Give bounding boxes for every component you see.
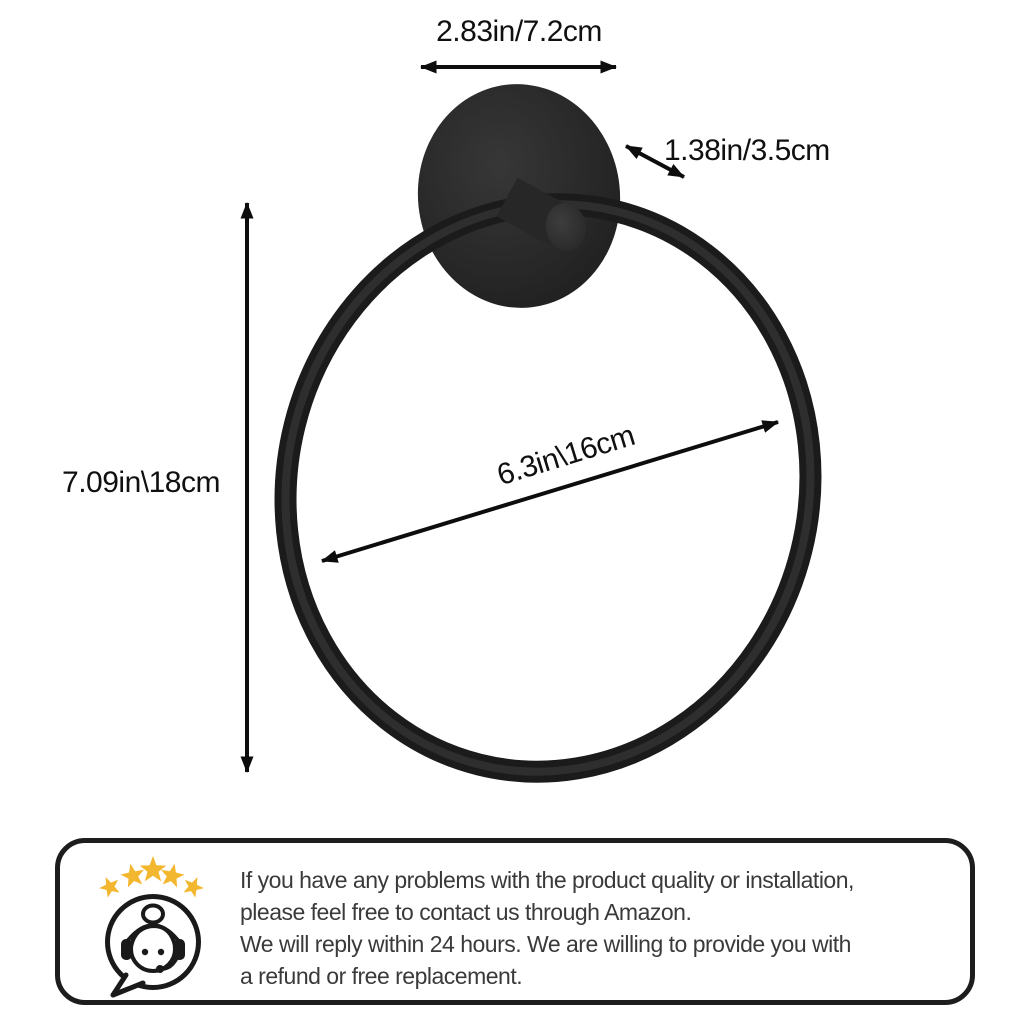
support-text-line: please feel free to contact us through Amazon. bbox=[240, 899, 692, 925]
star-icon bbox=[96, 873, 123, 899]
dimension-label-plate-width: 2.83in/7.2cm bbox=[436, 15, 602, 48]
support-text-line: We will reply within 24 hours. We are willing to provide you with bbox=[240, 931, 851, 957]
star-icon bbox=[140, 856, 167, 881]
star-icon bbox=[180, 873, 207, 899]
star-icon bbox=[119, 861, 147, 888]
support-text-line: If you have any problems with the product quality or installation, bbox=[240, 867, 854, 893]
support-note-box bbox=[55, 838, 975, 1005]
star-icon bbox=[158, 861, 186, 888]
dimension-label-ring-diameter: 6.3in\16cm bbox=[493, 419, 639, 493]
support-text-line: a refund or free replacement. bbox=[240, 963, 523, 989]
dimension-label-height: 7.09in\18cm bbox=[62, 466, 220, 499]
headset-agent-icon bbox=[108, 897, 199, 996]
customer-service-icon bbox=[76, 853, 241, 1005]
dimension-label-plate-depth: 1.38in/3.5cm bbox=[664, 134, 830, 167]
star-rating bbox=[96, 856, 207, 899]
support-text bbox=[240, 864, 854, 992]
